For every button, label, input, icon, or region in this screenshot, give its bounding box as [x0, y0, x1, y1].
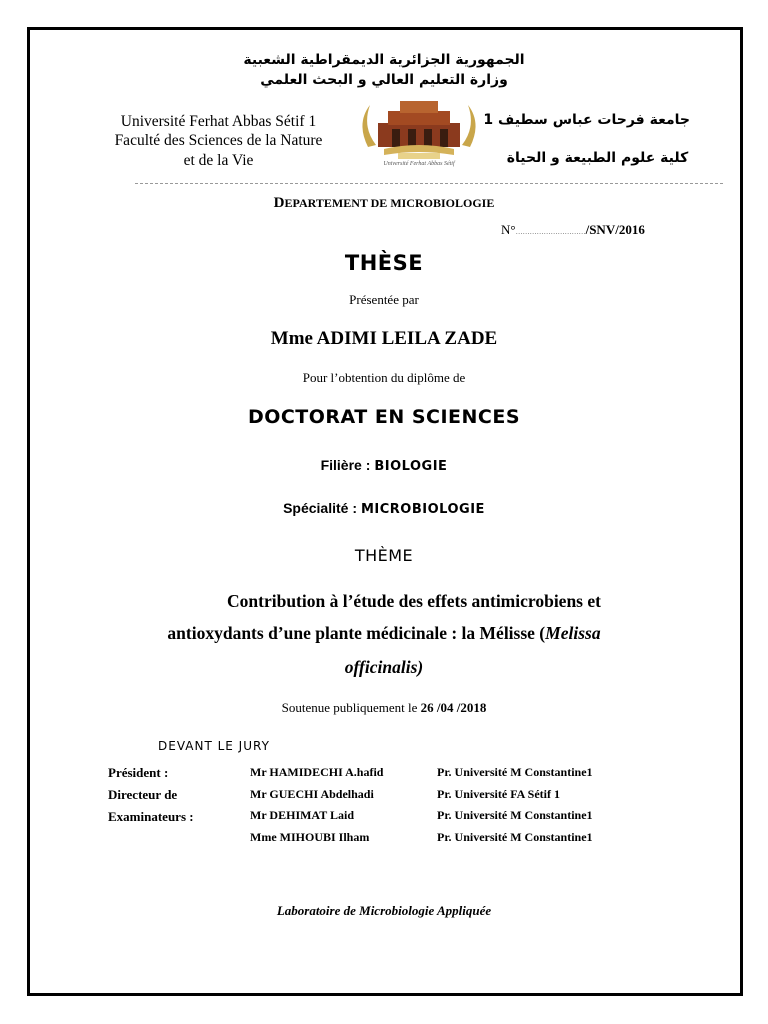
header-separator — [135, 183, 723, 184]
faculty-name-fr-cont: et de la Vie — [183, 152, 254, 169]
defense-date: 26 /04 /2018 — [420, 700, 487, 715]
logo-caption: Université Ferhat Abbas Sétif — [383, 161, 455, 167]
theme-line-2 — [0, 623, 768, 644]
department-initial: D — [273, 195, 285, 211]
laboratory-name: Laboratoire de Microbiologie Appliquée — [276, 903, 492, 918]
filiere-value: BIOLOGIE — [374, 459, 448, 474]
faculty-name-ar: كلية علوم الطبيعة و الحياة — [506, 150, 689, 166]
university-name-ar: جامعة فرحات عباس سطيف 1 — [483, 112, 690, 128]
specialite-label: Spécialité : — [283, 500, 357, 516]
obtaining-text: Pour l’obtention du diplôme de — [302, 370, 466, 385]
theme-line-2-species: Melissa — [545, 623, 601, 643]
filiere-label: Filière : — [320, 457, 371, 473]
university-name-fr: Université Ferhat Abbas Sétif 1 — [120, 113, 317, 130]
faculty-name-fr: Faculté des Sciences de la Nature — [114, 132, 323, 149]
jury-member-name: Mr HAMIDECHI A.hafid — [250, 765, 384, 779]
defense-line — [0, 700, 768, 716]
department-title — [0, 195, 768, 212]
jury-member-name: Mme MIHOUBI Ilham — [250, 830, 370, 844]
theme-line-2-text: antioxydants d’une plante médicinale : la Mélisse ( — [167, 623, 546, 643]
number-prefix: N° — [501, 222, 516, 237]
number-dots: ………………………… — [515, 228, 586, 236]
theme-line-1: Contribution à l’étude des effets antimicrobiens et — [227, 591, 601, 611]
defense-text: Soutenue publiquement le — [281, 700, 418, 715]
university-logo — [348, 93, 490, 173]
theme-label: THÈME — [354, 546, 414, 565]
jury-heading: DEVANT LE JURY — [158, 739, 270, 753]
jury-role: Directeur de — [108, 787, 178, 802]
document-title: THÈSE — [344, 251, 424, 275]
specialite-value: MICROBIOLOGIE — [360, 502, 485, 517]
jury-role: Examinateurs : — [108, 809, 194, 824]
filiere-line — [0, 457, 768, 475]
jury-affiliation: Pr. Université M Constantine1 — [437, 830, 593, 844]
thesis-number — [501, 222, 645, 238]
degree-title: DOCTORAT EN SCIENCES — [247, 406, 521, 428]
jury-affiliation: Pr. Université M Constantine1 — [437, 808, 593, 822]
specialite-line — [0, 500, 768, 518]
number-suffix: /SNV/2016 — [585, 222, 645, 237]
theme-line-3: officinalis) — [344, 657, 424, 677]
department-rest: EPARTEMENT DE MICROBIOLOGIE — [284, 196, 495, 210]
jury-affiliation: Pr. Université M Constantine1 — [437, 765, 593, 779]
arabic-ministry-line: وزارة التعليم العالي و البحث العلمي — [260, 72, 508, 88]
jury-member-name: Mr DEHIMAT Laid — [250, 808, 355, 822]
presented-by: Présentée par — [349, 292, 419, 307]
jury-affiliation: Pr. Université FA Sétif 1 — [437, 787, 560, 801]
jury-role: Président : — [108, 765, 169, 780]
arabic-republic-line: الجمهورية الجزائرية الديمقراطية الشعبية — [243, 52, 525, 68]
author-name: Mme ADIMI LEILA ZADE — [270, 328, 498, 349]
jury-member-name: Mr GUECHI Abdelhadi — [250, 787, 374, 801]
